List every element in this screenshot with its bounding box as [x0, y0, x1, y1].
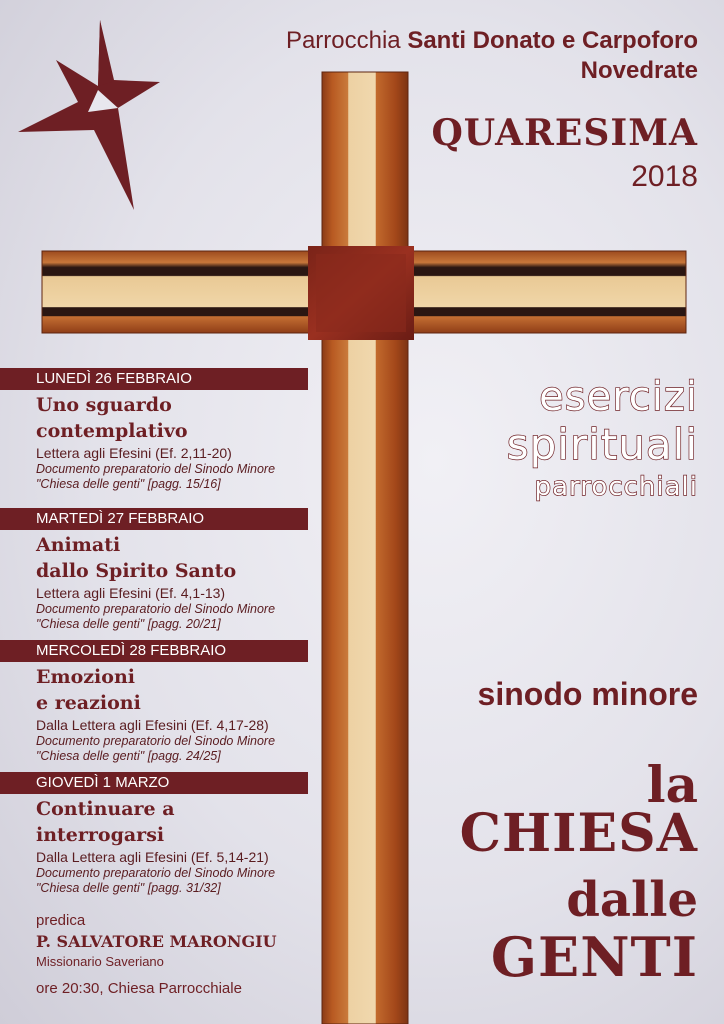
event-document: Documento preparatorio del Sinodo Minore: [36, 734, 276, 748]
event-document: Documento preparatorio del Sinodo Minore: [36, 866, 276, 880]
event-reference: Dalla Lettera agli Efesini (Ef. 4,17-28): [36, 717, 269, 733]
event-reference: Lettera agli Efesini (Ef. 2,11-20): [36, 445, 232, 461]
event-3: [0, 640, 315, 764]
title-parrocchiali: parrocchiali: [534, 472, 698, 502]
event-date: MERCOLEDÌ 28 FEBBRAIO: [0, 640, 308, 662]
star-cross-logo-icon: [18, 20, 168, 210]
predica-label: predica: [36, 912, 86, 929]
preacher-name: P. SALVATORE MARONGIU: [36, 932, 277, 951]
parish-name: Santi Donato e Carpoforo: [407, 27, 698, 54]
parish-prefix: Parrocchia: [285, 27, 401, 54]
event-title-line: e reazioni: [36, 692, 141, 714]
town-name: Novedrate: [580, 57, 698, 84]
event-document: "Chiesa delle genti" [pagg. 24/25]: [36, 749, 221, 763]
sinodo-label: sinodo minore: [477, 676, 698, 712]
schedule-info: ore 20:30, Chiesa Parrocchiale: [36, 980, 242, 997]
event-title-line: Animati: [36, 534, 121, 556]
event-document: "Chiesa delle genti" [pagg. 20/21]: [36, 617, 221, 631]
event-title-line: contemplativo: [36, 420, 188, 442]
title-esercizi: esercizi: [539, 374, 698, 420]
preacher-role: Missionario Saveriano: [36, 954, 164, 969]
season-year: 2018: [631, 160, 698, 193]
event-title-line: Continuare a: [36, 798, 175, 820]
parish-header: [286, 26, 698, 86]
sinodo-la: la: [646, 755, 698, 814]
event-date: LUNEDÌ 26 FEBBRAIO: [0, 368, 308, 390]
event-title-line: interrogarsi: [36, 824, 165, 846]
event-title-line: Uno sguardo: [36, 394, 172, 416]
event-title-line: Emozioni: [36, 666, 135, 688]
event-document: Documento preparatorio del Sinodo Minore: [36, 602, 276, 616]
season-title: QUARESIMA: [431, 112, 698, 154]
event-reference: Dalla Lettera agli Efesini (Ef. 5,14-21): [36, 849, 269, 865]
title-spirituali: spirituali: [506, 420, 698, 469]
event-document: Documento preparatorio del Sinodo Minore: [36, 462, 276, 476]
event-date: GIOVEDÌ 1 MARZO: [0, 772, 308, 794]
event-4: [0, 772, 315, 896]
event-document: "Chiesa delle genti" [pagg. 15/16]: [36, 477, 221, 491]
event-document: "Chiesa delle genti" [pagg. 31/32]: [36, 881, 221, 895]
sinodo-genti: GENTI: [490, 925, 698, 989]
sinodo-dalle: dalle: [566, 872, 698, 928]
sinodo-chiesa: CHIESA: [459, 803, 698, 864]
event-1: [0, 368, 315, 492]
event-reference: Lettera agli Efesini (Ef. 4,1-13): [36, 585, 226, 601]
event-title-line: dallo Spirito Santo: [36, 560, 237, 582]
event-date: MARTEDÌ 27 FEBBRAIO: [0, 508, 308, 530]
event-2: [0, 508, 315, 632]
